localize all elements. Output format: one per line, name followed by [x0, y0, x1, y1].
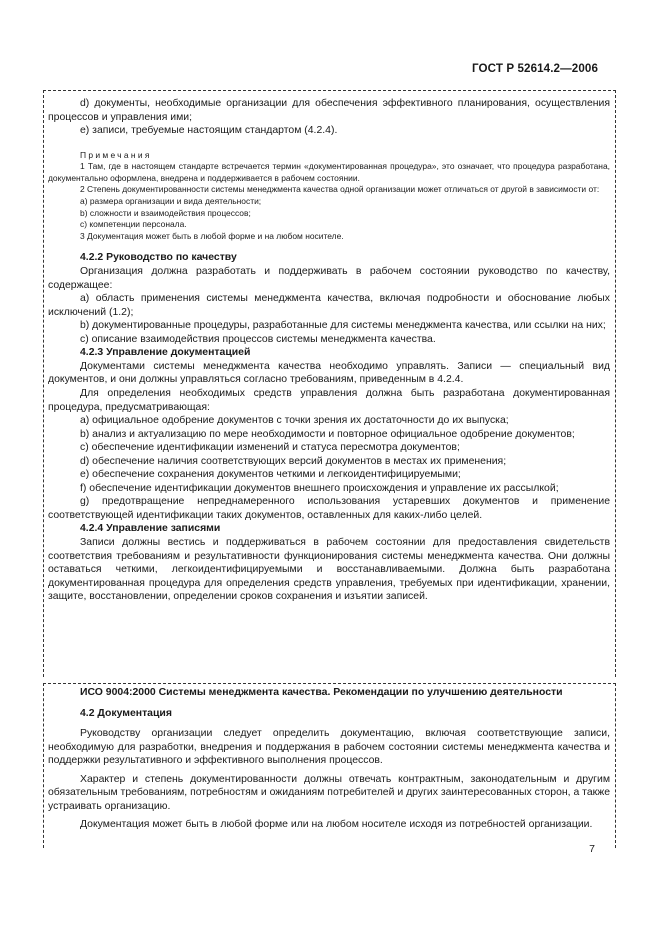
note-list-item: c) компетенции персонала. [80, 219, 187, 230]
list-item: a) область применения системы менеджмента качества, включая подробности и обоснование любых исключений (1.2); [48, 293, 610, 318]
section-heading-4-2-4: 4.2.4 Управление записями [80, 523, 221, 535]
list-item: d) обеспечение наличия соответствующих версий документов в местах их применения; [80, 455, 507, 467]
paragraph: Документами системы менеджмента качества необходимо управлять. Записи — специальный вид документов, и они должны управляться согласно требованиям, приведенным в 4.2.4. [48, 360, 610, 386]
iso-reference-frame [43, 683, 616, 848]
note: 1 Там, где в настоящем стандарте встречается термин «документированная процедура», это означает, что процедура разработана, документально оформлена, внедрена и поддерживается в рабочем состоянии. [48, 161, 610, 183]
note: 3 Документация может быть в любой форме и на любом носителе. [80, 230, 344, 241]
note: 2 Степень документированности системы менеджмента качества одной организации может отличаться от другой в зависимости от: [80, 184, 600, 195]
paragraph: Для определения необходимых средств управления должна быть разработана документированная процедура, предусматривающая: [48, 387, 610, 413]
list-item: c) описание взаимодействия процессов системы менеджмента качества. [80, 333, 436, 345]
list-item: b) анализ и актуализацию по мере необходимости и повторное официальное одобрение документов; [80, 428, 575, 440]
note-list-item: b) сложности и взаимодействия процессов; [80, 207, 251, 218]
list-item: е) записи, требуемые настоящим стандартом (4.2.4). [80, 125, 338, 137]
paragraph: Характер и степень документированности должны отвечать контрактным, законодательным и другим обязательным требованиям, потребностям и ожиданиям потребителей и других заинтересованных сторон, а также устраивать организацию. [48, 773, 610, 812]
list-item: e) обеспечение сохранения документов четкими и легкоидентифицируемыми; [80, 469, 461, 481]
list-item: d) документы, необходимые организации для обеспечения эффективного планирования, осуществления процессов и управления ими; [48, 98, 610, 123]
document-id: ГОСТ Р 52614.2—2006 [472, 62, 598, 75]
list-item: a) официальное одобрение документов с точки зрения их достаточности до их выпуска; [80, 415, 509, 427]
page-number: 7 [589, 843, 595, 855]
note-list-item: a) размера организации и вида деятельности; [80, 196, 262, 207]
iso-section-heading: 4.2 Документация [80, 707, 172, 719]
notes-title: Примечания [80, 149, 152, 160]
paragraph: Документация может быть в любой форме или на любом носителе исходя из потребностей организации. [80, 819, 593, 831]
section-heading-4-2-2: 4.2.2 Руководство по качеству [80, 252, 237, 264]
paragraph: Организация должна разработать и поддерживать в рабочем состоянии руководство по качеству, содержащее: [48, 265, 610, 291]
iso-reference-title: ИСО 9004:2000 Системы менеджмента качества. Рекомендации по улучшению деятельности [80, 687, 563, 698]
section-heading-4-2-3: 4.2.3 Управление документацией [80, 347, 251, 359]
list-item: g) предотвращение непреднамеренного использования устаревших документов и применение соответствующей идентификации таких документов, оставленных для каких-либо целей. [48, 496, 610, 521]
list-item: f) обеспечение идентификации документов внешнего происхождения и управление их рассылкой; [80, 482, 559, 494]
list-item: b) документированные процедуры, разработанные для системы менеджмента качества, или ссылки на них; [80, 320, 606, 332]
paragraph: Записи должны вестись и поддерживаться в рабочем состоянии для предоставления свидетельств соответствия требованиям и результативности функционирования системы менеджмента качества. Они должны оставаться четкими, легкоидентифицируемыми и восстанавливаемыми. Должна быть разработана документированная процедура для определения средств управления, требуемых при идентификации, хранении, защите, восстановлении, определении сроков сохранения и изъятии записей. [48, 537, 610, 603]
paragraph: Руководству организации следует определить документацию, включая соответствующие записи, необходимую для разработки, внедрения и поддержания в рабочем состоянии системы менеджмента качества и поддержки результативного и эффективного выполнения процессов. [48, 728, 610, 767]
standard-text-frame [43, 90, 616, 677]
list-item: c) обеспечение идентификации изменений и статуса пересмотра документов; [80, 442, 460, 454]
